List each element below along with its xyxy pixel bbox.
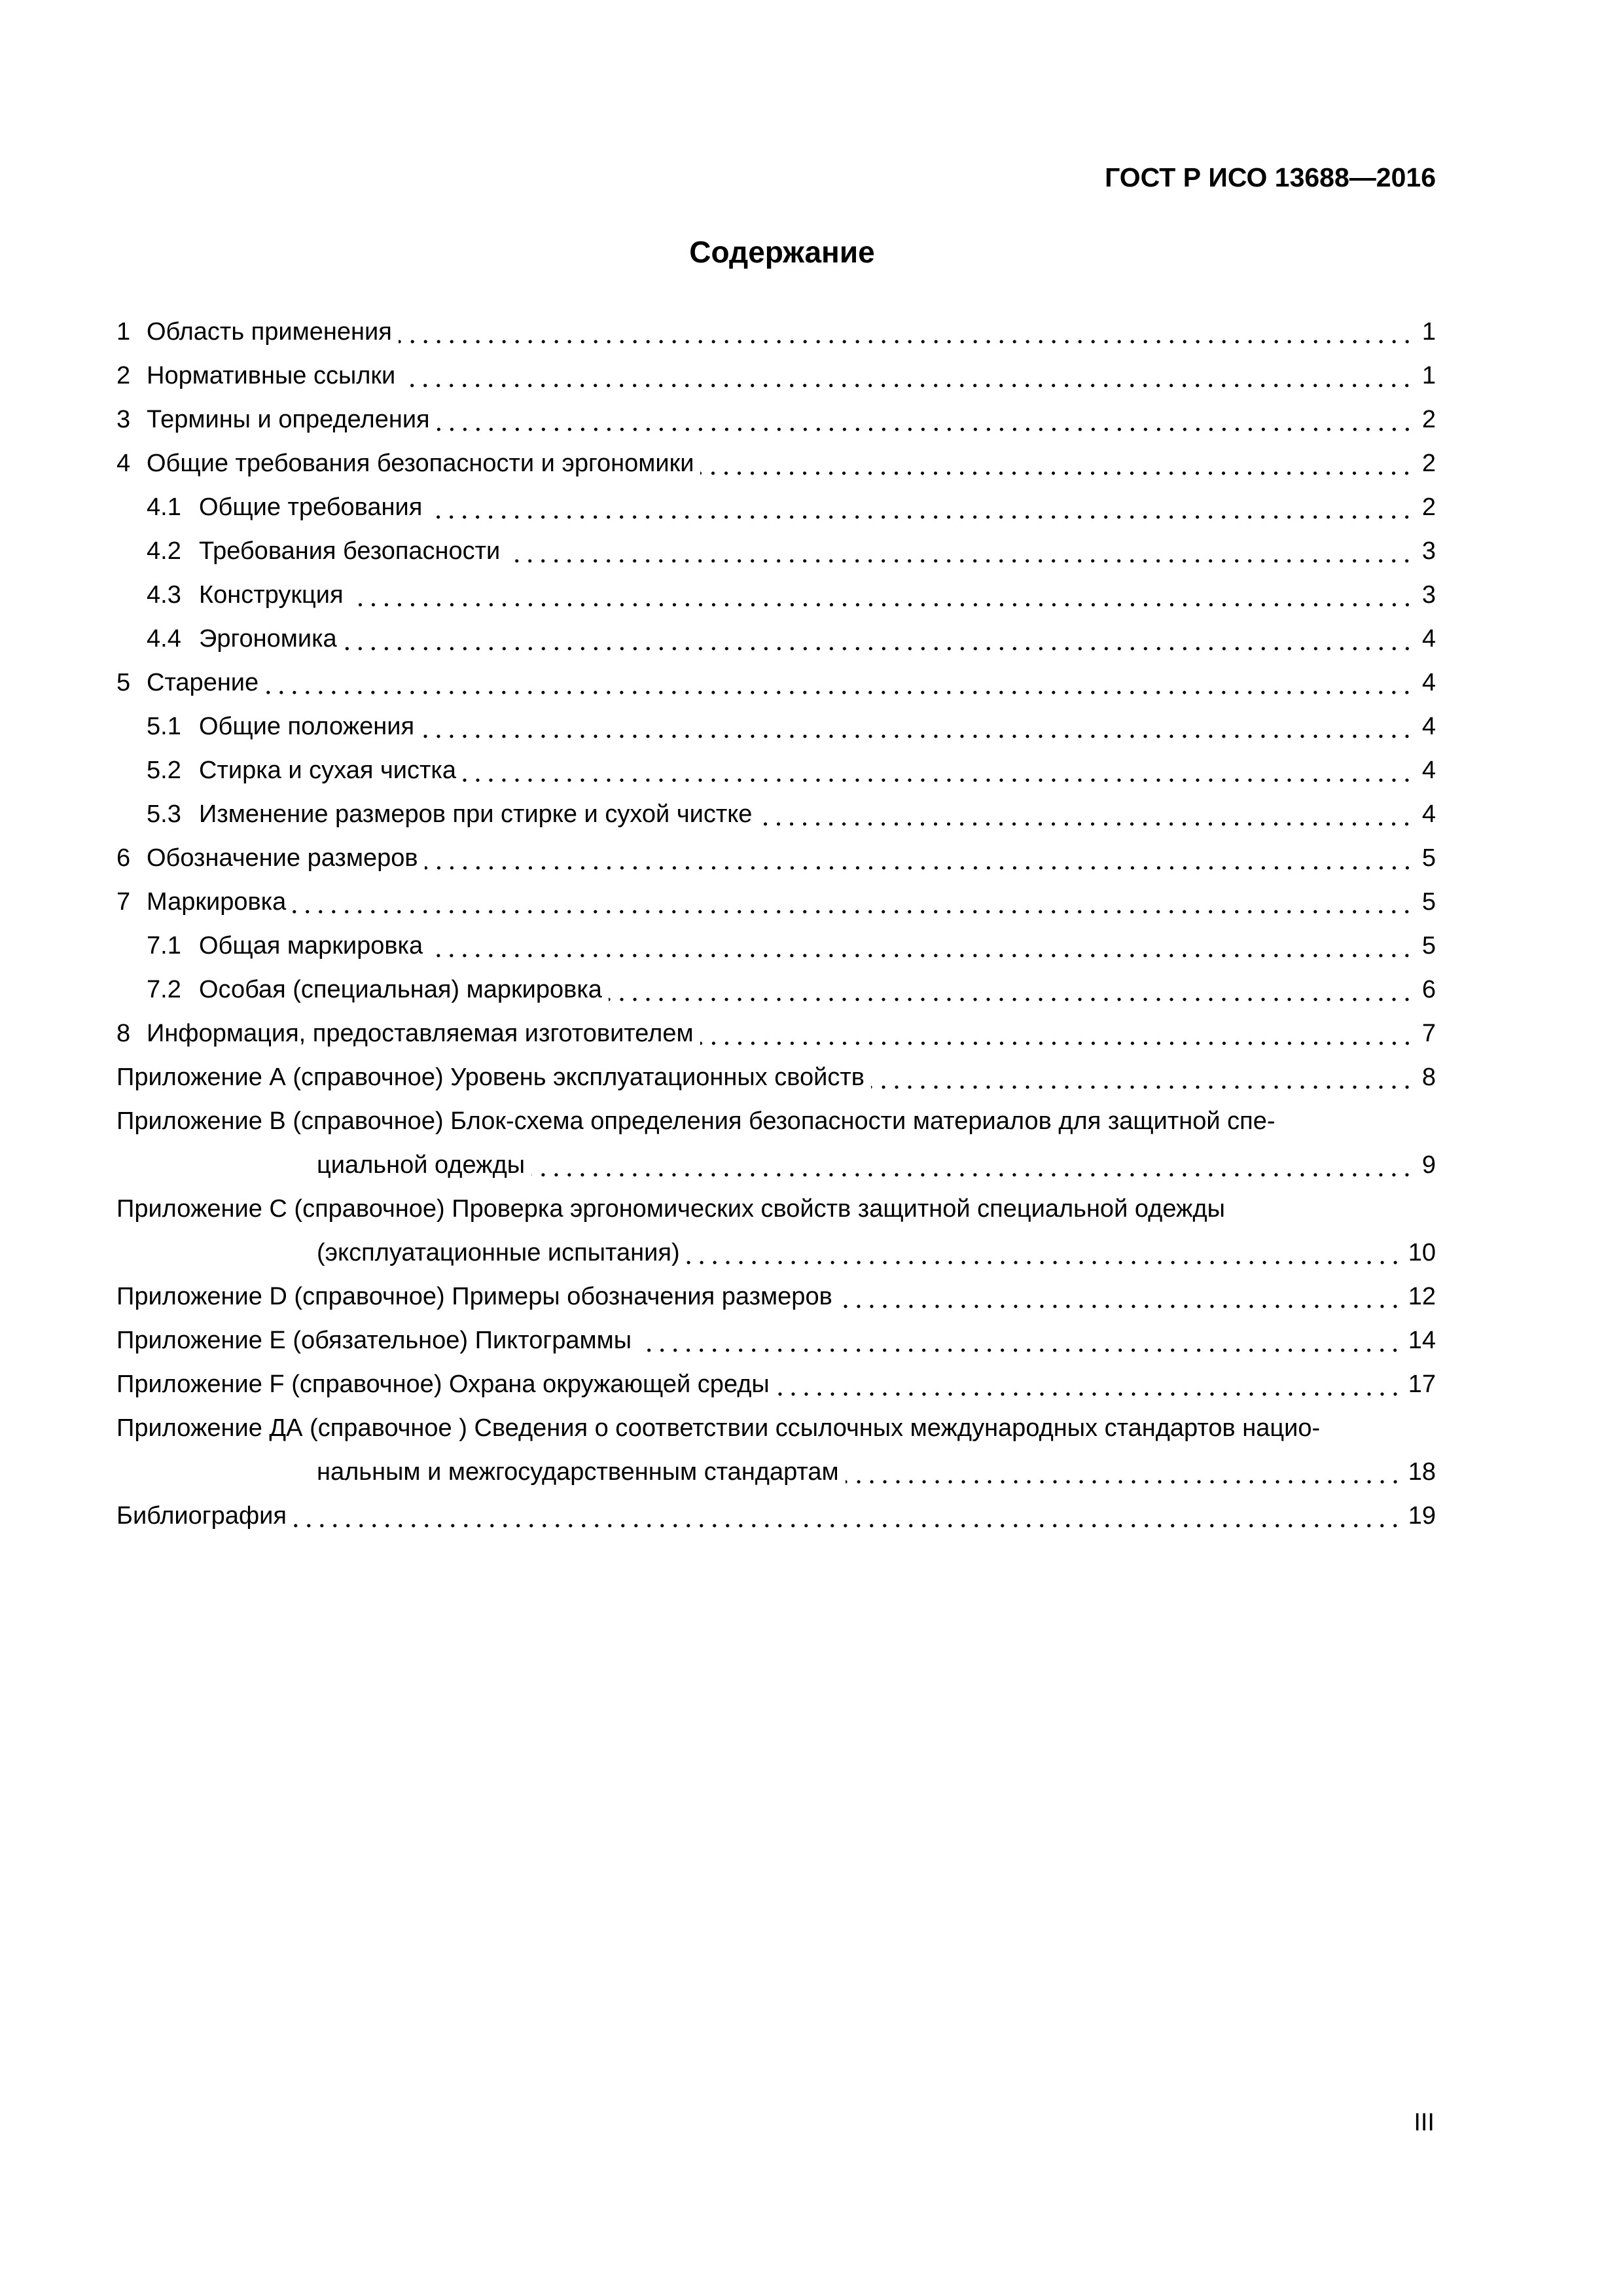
toc-entry-number: 5.2 (147, 757, 181, 784)
dot-leader (531, 1172, 1414, 1178)
toc-entry-title: Приложение Е (обязательное) Пиктограммы (116, 1327, 632, 1354)
toc-entry[interactable] (116, 705, 1436, 749)
toc-entry-number: 3 (116, 406, 131, 433)
dot-leader (293, 908, 1414, 915)
table-of-contents (116, 310, 1436, 1538)
toc-entry-page: 4 (1421, 669, 1436, 696)
dot-leader (344, 645, 1414, 652)
toc-entry-page: 6 (1421, 976, 1436, 1003)
toc-entry-title: Конструкция (199, 581, 344, 609)
dot-leader (421, 733, 1414, 740)
toc-entry-title: Приложение ДА (справочное ) Сведения о соответствии ссылочных международных стандартов нацио- (116, 1414, 1321, 1442)
toc-entry-title: Приложение А (справочное) Уровень эксплуатационных свойств (116, 1064, 865, 1091)
dot-leader (609, 996, 1414, 1003)
dot-leader (350, 601, 1414, 608)
toc-entry-title: Обозначение размеров (147, 844, 418, 872)
toc-entry-page: 3 (1421, 537, 1436, 565)
toc-entry-title: Термины и определения (147, 406, 430, 433)
toc-entry-title-continued: нальным и межгосударственным стандартам (317, 1458, 839, 1486)
dot-leader (463, 777, 1414, 783)
dot-leader (700, 470, 1414, 476)
toc-entry-page: 2 (1421, 450, 1436, 477)
toc-entry-number: 5.1 (147, 713, 181, 740)
dot-leader (871, 1084, 1414, 1090)
dot-leader (399, 338, 1414, 345)
dot-leader (700, 1040, 1414, 1047)
toc-entry-page: 2 (1421, 406, 1436, 433)
toc-entry[interactable] (116, 1494, 1436, 1538)
toc-entry-number: 5 (116, 669, 131, 696)
dot-leader (437, 426, 1414, 433)
toc-entry-title: Особая (специальная) маркировка (199, 976, 602, 1003)
dot-leader (425, 865, 1414, 871)
toc-entry-number: 4.4 (147, 625, 181, 653)
toc-entry[interactable] (116, 486, 1436, 529)
toc-entry-number: 2 (116, 362, 131, 389)
toc-entry-title: Требования безопасности (199, 537, 501, 565)
toc-entry-page: 19 (1408, 1502, 1436, 1530)
toc-entry[interactable] (116, 442, 1436, 486)
toc-entry-page: 1 (1421, 318, 1436, 346)
page-number: III (1414, 2109, 1435, 2136)
toc-entry-page: 5 (1421, 844, 1436, 872)
toc-entry-page: 2 (1421, 493, 1436, 521)
toc-entry[interactable] (116, 1363, 1436, 1407)
toc-entry[interactable] (116, 1056, 1436, 1100)
toc-entry-title: Стирка и сухая чистка (199, 757, 457, 784)
toc-entry-title: Библиография (116, 1502, 287, 1530)
toc-entry-title: Приложение D (справочное) Примеры обозначения размеров (116, 1283, 832, 1310)
toc-entry[interactable] (116, 1319, 1436, 1363)
toc-entry-page: 4 (1421, 800, 1436, 828)
toc-entry[interactable] (116, 398, 1436, 442)
dot-leader (687, 1259, 1402, 1266)
toc-entry-page: 14 (1408, 1327, 1436, 1354)
toc-entry-page: 4 (1421, 757, 1436, 784)
dot-leader (638, 1347, 1402, 1354)
toc-entry-title: Общие требования (199, 493, 423, 521)
toc-entry-title: Информация, предоставляемая изготовителем (147, 1020, 694, 1047)
toc-entry[interactable] (116, 793, 1436, 836)
toc-entry[interactable] (116, 1100, 1436, 1187)
toc-entry-page: 4 (1421, 713, 1436, 740)
dot-leader (429, 952, 1414, 959)
toc-entry-number: 7.1 (147, 932, 181, 960)
toc-entry-title: Приложение С (справочное) Проверка эргономических свойств защитной специальной одежды (116, 1195, 1225, 1223)
toc-entry[interactable] (116, 1407, 1436, 1494)
dot-leader (839, 1303, 1402, 1310)
toc-entry[interactable] (116, 1012, 1436, 1056)
toc-entry[interactable] (116, 924, 1436, 968)
toc-entry-page: 18 (1408, 1458, 1436, 1486)
dot-leader (429, 514, 1414, 520)
toc-entry-title: Старение (147, 669, 259, 696)
toc-entry-page: 9 (1421, 1151, 1436, 1179)
toc-entry-number: 4.2 (147, 537, 181, 565)
toc-entry-page: 1 (1421, 362, 1436, 389)
toc-entry-page: 8 (1421, 1064, 1436, 1091)
toc-entry-number: 4.1 (147, 493, 181, 521)
toc-entry[interactable] (116, 1187, 1436, 1275)
document-id: ГОСТ Р ИСО 13688—2016 (1105, 162, 1436, 192)
toc-entry[interactable] (116, 354, 1436, 398)
toc-entry-page: 12 (1408, 1283, 1436, 1310)
dot-leader (507, 558, 1414, 564)
toc-entry[interactable] (116, 617, 1436, 661)
toc-entry-title: Общая маркировка (199, 932, 423, 960)
toc-entry-page: 10 (1408, 1239, 1436, 1266)
toc-entry-title: Эргономика (199, 625, 337, 653)
toc-entry[interactable] (116, 529, 1436, 573)
dot-leader (846, 1479, 1402, 1485)
toc-entry-title: Область применения (147, 318, 392, 346)
toc-entry-title-continued: циальной одежды (317, 1151, 526, 1179)
toc-entry[interactable] (116, 749, 1436, 793)
dot-leader (402, 382, 1414, 389)
toc-entry-number: 7.2 (147, 976, 181, 1003)
toc-entry-page: 3 (1421, 581, 1436, 609)
toc-entry[interactable] (116, 573, 1436, 617)
dot-leader (758, 821, 1414, 827)
toc-entry-page: 7 (1421, 1020, 1436, 1047)
toc-entry-number: 8 (116, 1020, 131, 1047)
dot-leader (293, 1522, 1402, 1529)
toc-entry-number: 6 (116, 844, 131, 872)
toc-entry-page: 5 (1421, 888, 1436, 916)
toc-entry-page: 5 (1421, 932, 1436, 960)
toc-entry-title-continued: (эксплуатационные испытания) (317, 1239, 680, 1266)
toc-entry-title: Нормативные ссылки (147, 362, 396, 389)
toc-entry-number: 4 (116, 450, 131, 477)
toc-entry[interactable] (116, 310, 1436, 354)
toc-entry[interactable] (116, 880, 1436, 924)
toc-entry-number: 7 (116, 888, 131, 916)
toc-title: Содержание (689, 235, 875, 269)
toc-entry-title: Приложение В (справочное) Блок-схема определения безопасности материалов для защитной спе- (116, 1107, 1275, 1135)
toc-entry-page: 17 (1408, 1371, 1436, 1398)
toc-entry-title: Изменение размеров при стирке и сухой чистке (199, 800, 753, 828)
toc-entry[interactable] (116, 968, 1436, 1012)
toc-entry-title: Общие требования безопасности и эргономики (147, 450, 694, 477)
toc-entry-title: Маркировка (147, 888, 287, 916)
toc-entry-title: Приложение F (справочное) Охрана окружающей среды (116, 1371, 770, 1398)
toc-entry-number: 4.3 (147, 581, 181, 609)
toc-entry-number: 5.3 (147, 800, 181, 828)
toc-entry-number: 1 (116, 318, 131, 346)
dot-leader (776, 1391, 1402, 1397)
toc-entry[interactable] (116, 661, 1436, 705)
toc-entry-page: 4 (1421, 625, 1436, 653)
toc-entry-title: Общие положения (199, 713, 415, 740)
dot-leader (265, 689, 1414, 696)
toc-entry[interactable] (116, 1275, 1436, 1319)
toc-entry[interactable] (116, 836, 1436, 880)
